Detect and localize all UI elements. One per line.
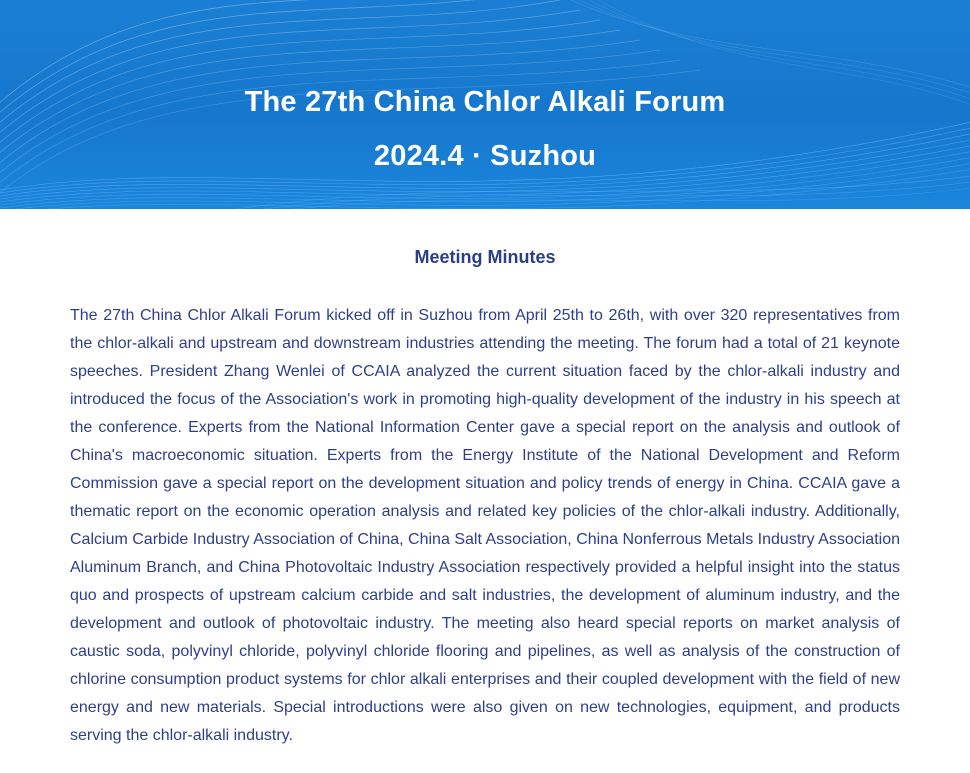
minutes-body-text: The 27th China Chlor Alkali Forum kicked off in Suzhou from April 25th to 26th, with over 320 representatives from the chlor-alkali and upstream and downstream industries attending the meeting. The forum had a total of 21 keynote speeches. President Zhang Wenlei of CCAIA analyzed the current situation faced by the chlor-alkali industry and introduced the focus of the Association's work in promoting high-quality development of the industry in his speech at the conference. Experts from the National Information Center gave a special report on the analysis and outlook of China's macroeconomic situation. Experts from the Energy Institute of the National Development and Reform Commission gave a special report on the development situation and policy trends of energy in China. CCAIA gave a thematic report on the economic operation analysis and related key policies of the chlor-alkali industry. Additionally, Calcium Carbide Industry Association of China, China Salt Association, China Nonferrous Metals Industry Association Aluminum Branch, and China Photovoltaic Industry Association respectively provided a helpful insight into the status quo and prospects of upstream calcium carbide and salt industries, the development of aluminum industry, and the development and outlook of photovoltaic industry. The meeting also heard special reports on market analysis of caustic soda, polyvinyl chloride, polyvinyl chloride flooring and pipelines, as well as analysis of the construction of chlorine consumption product systems for chlor alkali enterprises and their coupled development with the field of new energy and new materials. Special introductions were also given on new technologies, equipment, and products serving the chlor-alkali industry. xyxy=(70,307,900,744)
forum-title: The 27th China Chlor Alkali Forum xyxy=(244,86,726,118)
forum-date-location: 2024.4 · Suzhou xyxy=(373,140,597,172)
minutes-section xyxy=(0,209,970,750)
section-heading: Meeting Minutes xyxy=(414,247,556,267)
header-banner xyxy=(0,0,970,209)
